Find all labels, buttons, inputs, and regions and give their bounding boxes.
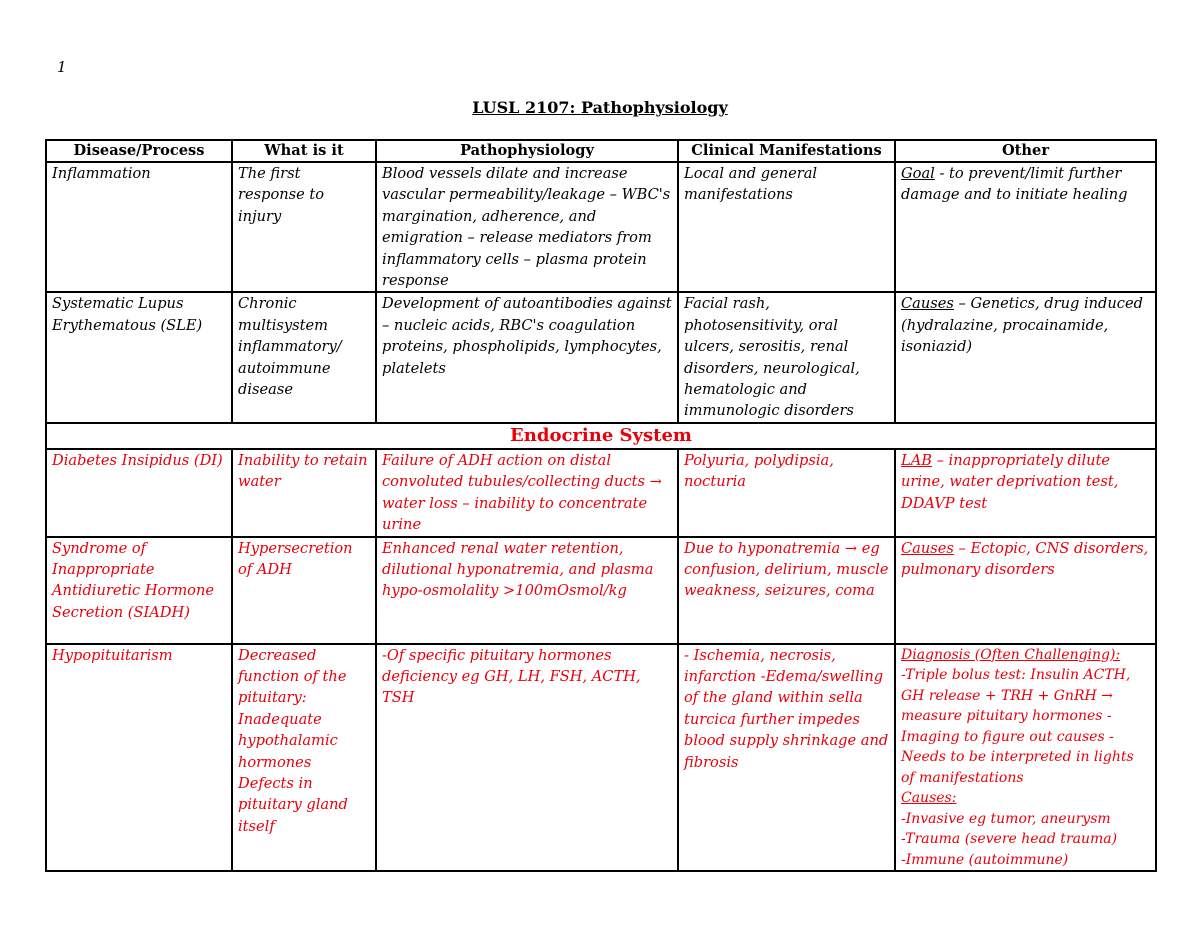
other-cell	[895, 449, 1156, 537]
what-cell: Chronic multisystem inflammatory/ autoimmune disease	[232, 292, 376, 422]
patho-cell: Failure of ADH action on distal convoluted tubules/collecting ducts → water loss – inability to concentrate urine	[376, 449, 678, 537]
disease-cell: Diabetes Insipidus (DI)	[46, 449, 232, 537]
diagnosis-label: Diagnosis (Often Challenging):	[901, 646, 1121, 663]
patho-cell: Development of autoantibodies against – nucleic acids, RBC's coagulation proteins, phospholipids, lymphocytes, platelets	[376, 292, 678, 422]
disease-cell: Inflammation	[46, 162, 232, 292]
section-title: Endocrine System	[46, 423, 1156, 449]
patho-cell: -Of specific pituitary hormones deficiency eg GH, LH, FSH, ACTH, TSH	[376, 644, 678, 872]
other-text: - to prevent/limit further damage and to initiate healing	[901, 165, 1128, 204]
disease-cell: Hypopituitarism	[46, 644, 232, 872]
other-cell	[895, 162, 1156, 292]
other-label: Causes	[901, 295, 954, 313]
other-cell	[895, 292, 1156, 422]
header-row	[46, 140, 1156, 162]
clinical-cell: Facial rash, photosensitivity, oral ulcers, serositis, renal disorders, neurological, hematologic and immunologic disorders	[678, 292, 895, 422]
cause-item: -Invasive eg tumor, aneurysm	[901, 810, 1111, 827]
table-row	[46, 449, 1156, 537]
table-row	[46, 537, 1156, 644]
clinical-cell: - Ischemia, necrosis, infarction -Edema/swelling of the gland within sella turcica further impedes blood supply shrinkage and fibrosis	[678, 644, 895, 872]
pathophysiology-table	[45, 139, 1157, 872]
patho-cell: Enhanced renal water retention, dilutional hyponatremia, and plasma hypo-osmolality >100mOsmol/kg	[376, 537, 678, 644]
clinical-cell: Due to hyponatremia → eg confusion, delirium, muscle weakness, seizures, coma	[678, 537, 895, 644]
section-row	[46, 423, 1156, 449]
other-cell	[895, 537, 1156, 644]
page-number: 1	[57, 58, 67, 76]
cause-item: -Trauma (severe head trauma)	[901, 831, 1118, 847]
other-label: LAB	[901, 451, 932, 469]
disease-cell: Syndrome of Inappropriate Antidiuretic Hormone Secretion (SIADH)	[46, 537, 232, 644]
table-row	[46, 162, 1156, 292]
causes-label: Causes:	[901, 790, 957, 806]
column-header-disease: Disease/Process	[46, 140, 232, 162]
diagnosis-text: -Triple bolus test: Insulin ACTH, GH release + TRH + GnRH → measure pituitary hormones - Imaging to figure out causes - Needs to be interpreted in lights of manifestations	[901, 667, 1134, 786]
what-cell: The first response to injury	[232, 162, 376, 292]
clinical-cell: Polyuria, polydipsia, nocturia	[678, 449, 895, 537]
clinical-cell: Local and general manifestations	[678, 162, 895, 292]
other-label: Causes	[901, 539, 954, 557]
document-title: LUSL 2107: Pathophysiology	[472, 98, 728, 117]
other-label: Goal	[901, 165, 935, 182]
patho-cell: Blood vessels dilate and increase vascular permeability/leakage – WBC's margination, adherence, and emigration – release mediators from inflammatory cells – plasma protein response	[376, 162, 678, 292]
table-row	[46, 292, 1156, 422]
column-header-clinical: Clinical Manifestations	[678, 140, 895, 162]
other-text: – inappropriately dilute urine, water deprivation test, DDAVP test	[901, 451, 1119, 512]
column-header-pathophysiology: Pathophysiology	[376, 140, 678, 162]
column-header-what: What is it	[232, 140, 376, 162]
other-cell	[895, 644, 1156, 872]
what-cell: Inability to retain water	[232, 449, 376, 537]
other-text: – Genetics, drug induced (hydralazine, procainamide, isoniazid)	[901, 295, 1143, 356]
cause-item: -Immune (autoimmune)	[901, 851, 1069, 868]
table-row	[46, 644, 1156, 872]
what-cell: Hypersecretion of ADH	[232, 537, 376, 644]
other-text: – Ectopic, CNS disorders, pulmonary disorders	[901, 539, 1149, 578]
column-header-other: Other	[895, 140, 1156, 162]
disease-cell: Systematic Lupus Erythematous (SLE)	[46, 292, 232, 422]
what-cell: Decreased function of the pituitary: Inadequate hypothalamic hormones Defects in pituitary gland itself	[232, 644, 376, 872]
